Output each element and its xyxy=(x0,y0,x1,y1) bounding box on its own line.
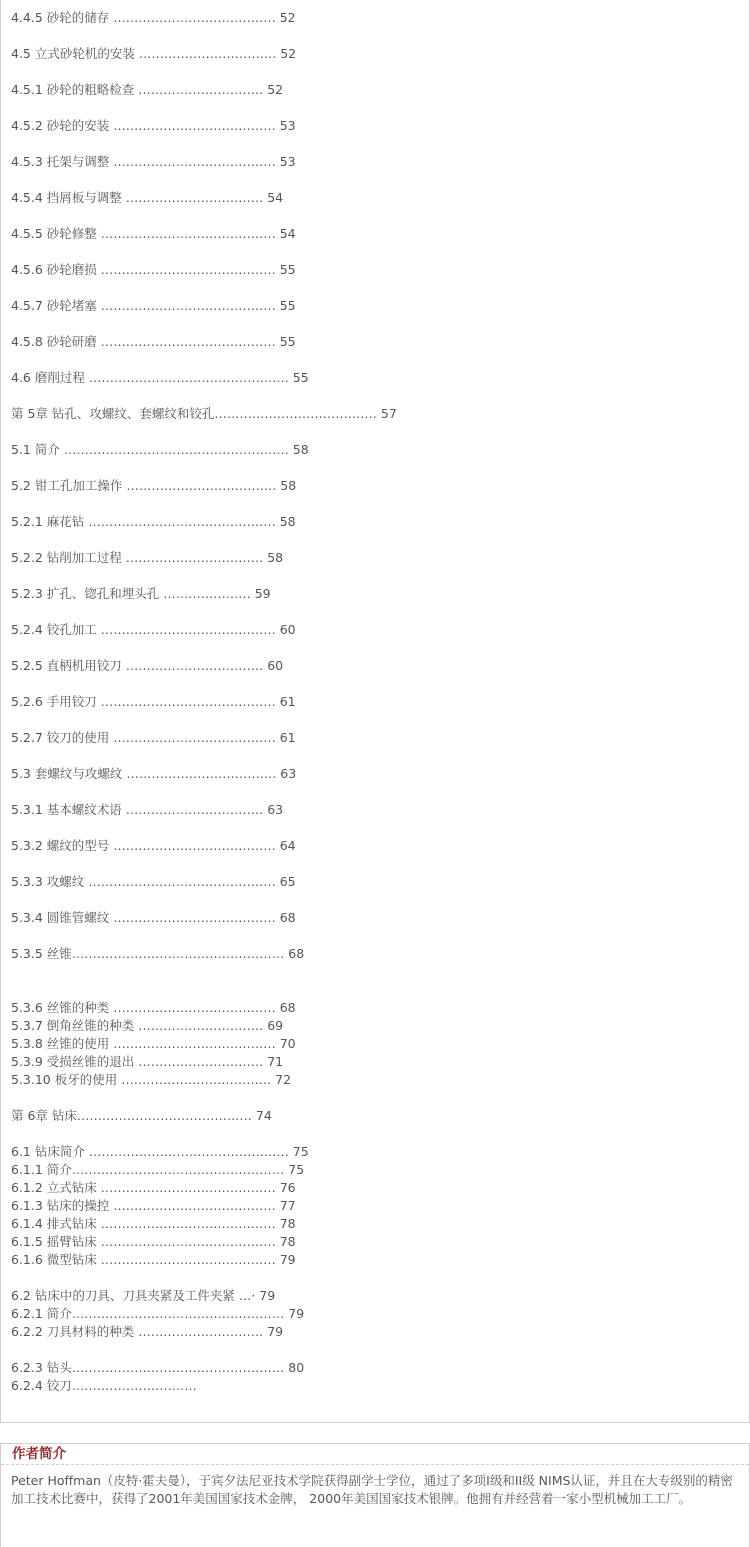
toc-entry: 4.5.7 砂轮堵塞 …………………………………… 55 xyxy=(11,298,296,313)
toc-entry: 4.5.5 砂轮修整 …………………………………… 54 xyxy=(11,226,296,241)
toc-entry: 5.2.5 直柄机用铰刀 …………………………… 60 xyxy=(11,658,284,673)
toc-entry: 6.2 钻床中的刀具、刀具夹紧及工件夹紧 …· 79 xyxy=(11,1288,276,1303)
toc-entry: 6.2.2 刀具材料的种类 ………………………… 79 xyxy=(11,1324,284,1339)
toc-entry: 5.3.7 倒角丝锥的种类 ………………………… 69 xyxy=(11,1018,284,1033)
toc-entry: 5.3 套螺纹与攻螺纹 ……………………………… 63 xyxy=(11,766,297,781)
toc-chapter-heading: 第 6章 钻床…………………………………… 74 xyxy=(11,1108,272,1123)
toc-entry: 5.2.1 麻花钻 ……………………………………… 58 xyxy=(11,514,296,529)
toc-entry: 5.1 简介 ……………………………………………… 58 xyxy=(11,442,309,457)
toc-entry: 4.5.3 托架与调整 ………………………………… 53 xyxy=(11,154,296,169)
toc-entry: 4.5.8 砂轮研磨 …………………………………… 55 xyxy=(11,334,296,349)
toc-entry: 6.2.4 铰刀………………………… xyxy=(11,1378,197,1393)
author-intro-text: Peter Hoffman（皮特·霍夫曼），于宾夕法尼亚技术学院获得副学士学位，通过了多项I级和II级 NIMS认证，并且在大专级别的精密加工技术比赛中，获得了2001年美国国家技术金牌， 2000年美国国家技术银牌。他拥有并经营着一家小型机械加工工厂。 xyxy=(11,1473,733,1506)
toc-entry: 5.2.7 铰刀的使用 ………………………………… 61 xyxy=(11,730,296,745)
toc-entry: 4.5.4 挡屑板与调整 …………………………… 54 xyxy=(11,190,284,205)
toc-entry: 4.6 磨削过程 ………………………………………… 55 xyxy=(11,370,309,385)
toc-entry: 4.5.2 砂轮的安装 ………………………………… 53 xyxy=(11,118,296,133)
toc-entry: 5.2.3 扩孔、锪孔和埋头孔 ………………… 59 xyxy=(11,586,271,601)
toc-entry: 5.2.4 铰孔加工 …………………………………… 60 xyxy=(11,622,296,637)
toc-entry: 4.5.1 砂轮的粗略检查 ………………………… 52 xyxy=(11,82,284,97)
toc-entry: 5.2.6 手用铰刀 …………………………………… 61 xyxy=(11,694,296,709)
author-intro-title: 作者简介 xyxy=(12,1446,66,1462)
toc-entry: 6.1.6 微型钻床 …………………………………… 79 xyxy=(11,1252,296,1267)
author-intro-section xyxy=(0,1443,750,1547)
toc-entry: 6.2.1 简介…………………………………………… 79 xyxy=(11,1306,305,1321)
toc-entry: 5.3.2 螺纹的型号 ………………………………… 64 xyxy=(11,838,296,853)
toc-entry: 5.3.5 丝锥…………………………………………… 68 xyxy=(11,946,305,961)
toc-entry: 5.3.8 丝锥的使用 ………………………………… 70 xyxy=(11,1036,296,1051)
toc-entry: 6.1 钻床简介 ………………………………………… 75 xyxy=(11,1144,309,1159)
toc-entry: 6.1.1 简介…………………………………………… 75 xyxy=(11,1162,305,1177)
author-intro-header xyxy=(1,1444,749,1465)
toc-entry: 5.3.6 丝锥的种类 ………………………………… 68 xyxy=(11,1000,296,1015)
toc-entry: 5.2 钳工孔加工操作 ……………………………… 58 xyxy=(11,478,297,493)
toc-entry: 5.3.9 受损丝锥的退出 ………………………… 71 xyxy=(11,1054,284,1069)
toc-entry: 5.3.3 攻螺纹 ……………………………………… 65 xyxy=(11,874,296,889)
toc-entry: 6.1.5 摇臂钻床 …………………………………… 78 xyxy=(11,1234,296,1249)
toc-entry: 4.4.5 砂轮的储存 ………………………………… 52 xyxy=(11,10,296,25)
toc-entry: 5.2.2 钻削加工过程 …………………………… 58 xyxy=(11,550,284,565)
toc-entry: 4.5.6 砂轮磨损 …………………………………… 55 xyxy=(11,262,296,277)
toc-entry: 5.3.1 基本螺纹术语 …………………………… 63 xyxy=(11,802,284,817)
toc-entry: 4.5 立式砂轮机的安装 …………………………… 52 xyxy=(11,46,297,61)
toc-entry: 6.1.2 立式钻床 …………………………………… 76 xyxy=(11,1180,296,1195)
toc-entry: 6.1.3 钻床的操控 ………………………………… 77 xyxy=(11,1198,296,1213)
toc-entry: 5.3.10 板牙的使用 ……………………………… 72 xyxy=(11,1072,292,1087)
toc-chapter-heading: 第 5章 钻孔、攻螺纹、套螺纹和铰孔………………………………… 57 xyxy=(11,406,397,421)
toc-entry: 5.3.4 圆锥管螺纹 ………………………………… 68 xyxy=(11,910,296,925)
toc-entry: 6.1.4 排式钻床 …………………………………… 78 xyxy=(11,1216,296,1231)
toc-entry: 6.2.3 钻头…………………………………………… 80 xyxy=(11,1360,305,1375)
